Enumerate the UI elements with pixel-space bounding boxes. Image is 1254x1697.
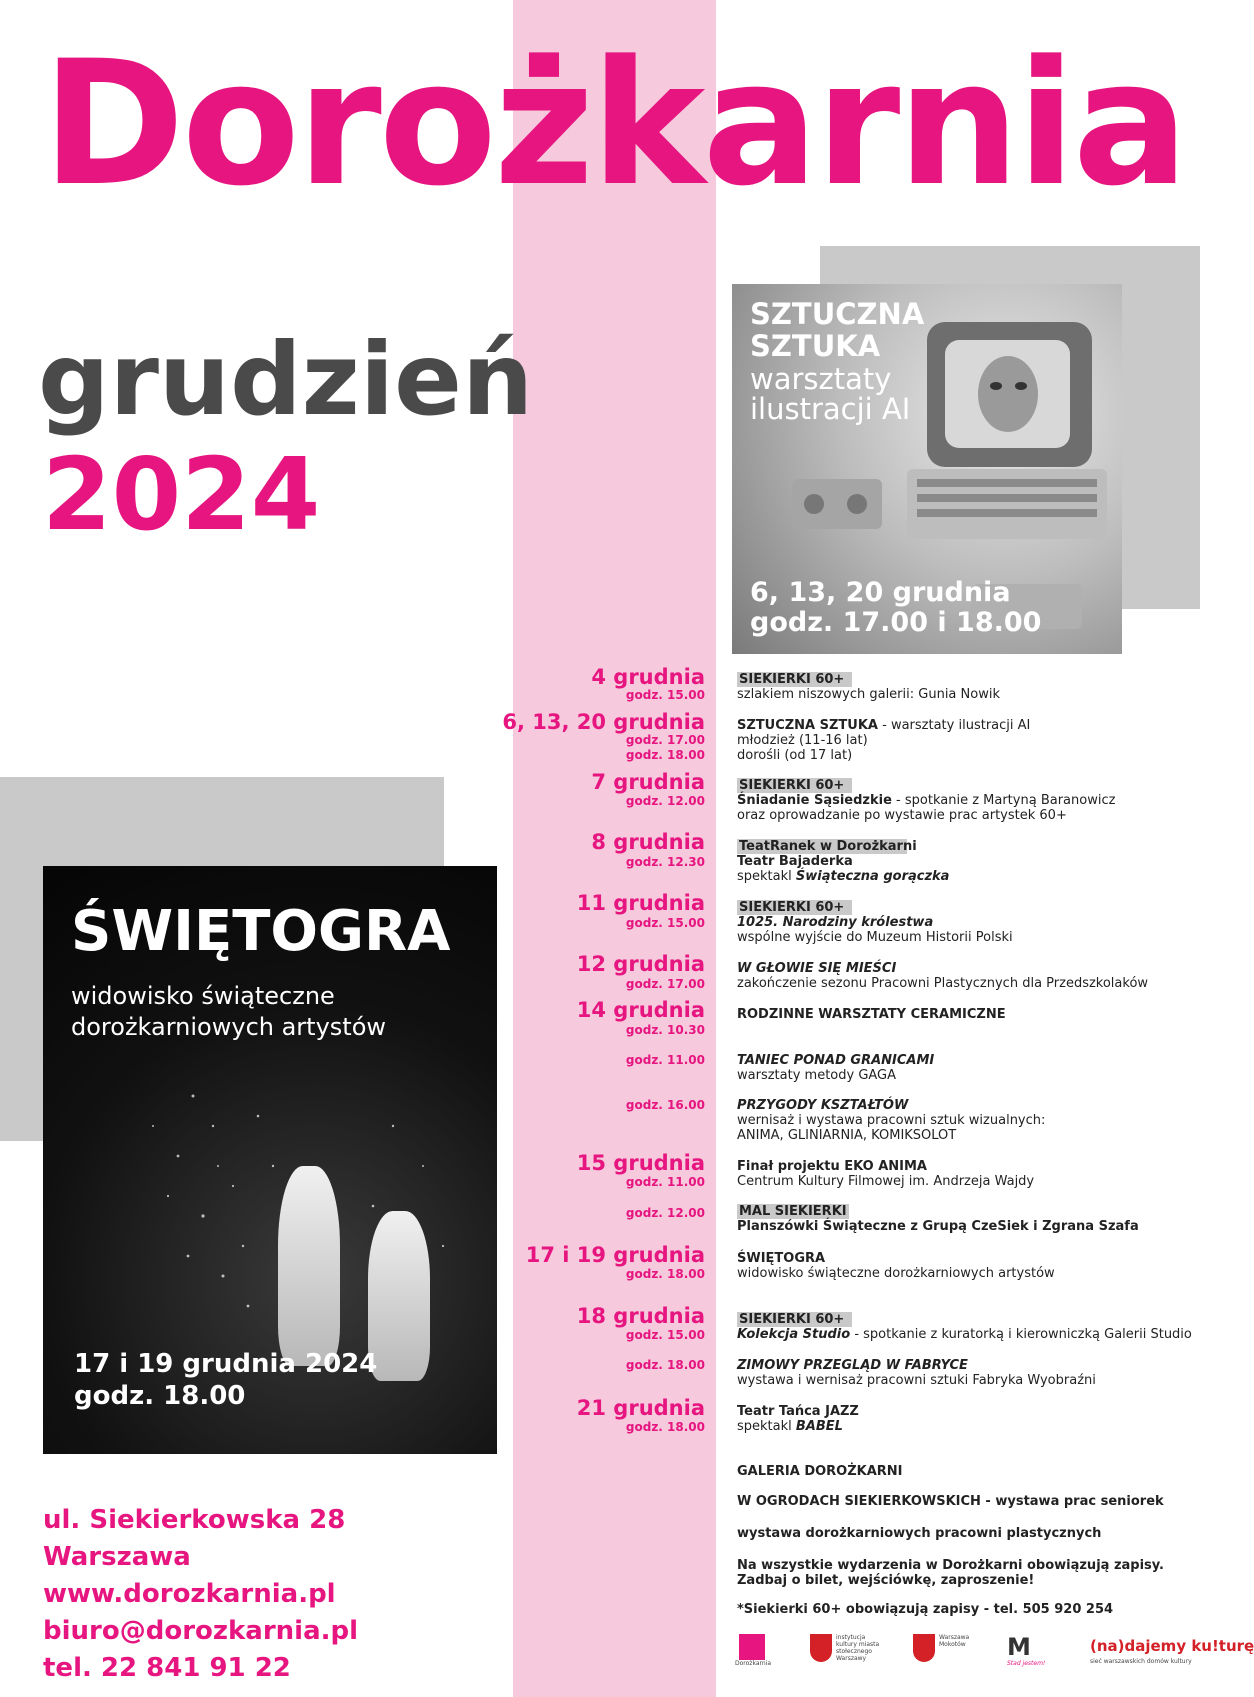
nakulture-wordmark: (na)dajemy ku!turę (1090, 1637, 1254, 1655)
mokotow-slogan: Stad jestem! (1007, 1660, 1046, 1667)
schedule-time: godz. 18.00 (625, 1420, 705, 1434)
schedule-time: godz. 11.00 (625, 1175, 705, 1189)
schedule-time: godz. 16.00 (625, 1098, 705, 1112)
schedule-time: godz. 18.00 (625, 748, 705, 762)
signup-notice (737, 1558, 1164, 1588)
event-tag: SIEKIERKI 60+ (737, 778, 852, 793)
event-title: Kolekcja Studio (737, 1327, 851, 1342)
promo-ai-title-line2: SZTUKA (750, 329, 881, 363)
schedule-date: 15 grudnia (576, 1151, 705, 1175)
schedule-date: 11 grudnia (576, 891, 705, 915)
event-title: TANIEC PONAD GRANICAMI (737, 1053, 935, 1068)
event-line-italic: BABEL (795, 1419, 843, 1434)
schedule-date: 17 i 19 grudnia (525, 1243, 705, 1267)
schedule-time: godz. 17.00 (625, 733, 705, 747)
schedule-time: godz. 15.00 (625, 916, 705, 930)
event-line: ANIMA, GLINIARNIA, KOMIKSOLOT (737, 1128, 957, 1143)
schedule-date: 14 grudnia (576, 998, 705, 1022)
schedule-event (737, 1312, 1192, 1342)
event-title: Teatr Tańca JAZZ (737, 1404, 859, 1419)
event-title: ZIMOWY PRZEGLĄD W FABRYCE (737, 1358, 968, 1373)
event-title: Finał projektu EKO ANIMA (737, 1159, 927, 1174)
event-line: spektakl (737, 869, 796, 884)
promo-swietogra-date-line: 17 i 19 grudnia 2024 (74, 1349, 378, 1379)
contact-email-link[interactable]: biuro@dorozkarnia.pl (43, 1616, 359, 1646)
schedule-date: 4 grudnia (591, 665, 705, 689)
schedule-event (737, 961, 1148, 991)
nakulture-logo (1090, 1634, 1254, 1684)
schedule-time: godz. 15.00 (625, 688, 705, 702)
promo-ai-subtitle-line2: ilustracji AI (750, 392, 911, 426)
event-line: warsztaty metody GAGA (737, 1068, 897, 1083)
event-line: zakończenie sezonu Pracowni Plastycznych dla Przedszkolaków (737, 976, 1149, 991)
schedule-event (737, 1098, 1045, 1143)
schedule-date: 8 grudnia (591, 830, 705, 854)
dancer-figure-left (278, 1166, 340, 1366)
gallery-seniors-exhibition: W OGRODACH SIEKIERKOWSKICH - wystawa prac seniorek (737, 1494, 1164, 1509)
event-line: dorośli (od 17 lat) (737, 748, 853, 763)
event-title-rest: - spotkanie z kuratorką i kierowniczką Galerii Studio (850, 1327, 1192, 1342)
schedule-event (737, 1159, 1034, 1189)
schedule-time: godz. 11.00 (625, 1053, 705, 1067)
schedule-date: 21 grudnia (576, 1396, 705, 1420)
promo-ai-subtitle-line1: warsztaty (750, 362, 892, 396)
event-title-rest: - warsztaty ilustracji AI (878, 718, 1031, 733)
event-tag: SIEKIERKI 60+ (737, 672, 852, 687)
schedule-date: 12 grudnia (576, 952, 705, 976)
contact-website-link[interactable]: www.dorozkarnia.pl (43, 1579, 336, 1609)
schedule-event (737, 900, 1013, 945)
promo-ai-date-line: 6, 13, 20 grudnia (750, 577, 1011, 608)
signup-notice-line2: Zadbaj o bilet, wejściówkę, zaproszenie! (737, 1573, 1035, 1588)
year-heading: 2024 (42, 436, 321, 553)
schedule-event (737, 1053, 934, 1083)
promo-ai-title-line1: SZTUCZNA (750, 297, 925, 331)
mokotow-m-icon: M (1007, 1633, 1031, 1661)
warszawa-mokotow-logo (913, 1634, 973, 1684)
promo-swietogra-time-line: godz. 18.00 (74, 1381, 246, 1411)
schedule-time: godz. 10.30 (625, 1023, 705, 1037)
schedule-event (737, 1007, 1006, 1022)
contact-street: ul. Siekierkowska 28 (43, 1505, 346, 1535)
schedule-time: godz. 18.00 (625, 1267, 705, 1281)
event-line: młodzież (11-16 lat) (737, 733, 868, 748)
schedule-event (737, 1204, 1139, 1234)
signup-notice-line1: Na wszystkie wydarzenia w Dorożkarni obowiązują zapisy. (737, 1558, 1165, 1573)
event-line-italic: Świąteczna gorączka (795, 869, 950, 884)
event-tag: TeatRanek w Dorożkarni (739, 839, 917, 854)
promo-ai-subtitle (750, 364, 910, 424)
promo-swietogra (43, 866, 497, 1454)
schedule-event (737, 1251, 1055, 1281)
page-title: Dorożkarnia (42, 23, 1186, 224)
dorozkarnia-logo-caption: Dorożkarnia (735, 1660, 771, 1667)
schedule-time: godz. 17.00 (625, 977, 705, 991)
event-title: W GŁOWIE SIĘ MIEŚCI (737, 961, 897, 976)
contact-phone: tel. 22 841 91 22 (43, 1653, 291, 1683)
schedule-time: godz. 15.00 (625, 1328, 705, 1342)
event-line: wspólne wyjście do Muzeum Historii Polski (737, 930, 1013, 945)
partner-logos (735, 1633, 1254, 1689)
promo-ai-time-line: godz. 17.00 i 18.00 (750, 607, 1042, 638)
promo-ai-dates (750, 578, 1041, 638)
event-tag: MAL SIEKIERKI (737, 1204, 849, 1219)
schedule-date: 6, 13, 20 grudnia (502, 710, 705, 734)
event-line: wernisaż i wystawa pracowni sztuk wizualnych: (737, 1113, 1046, 1128)
contact-city: Warszawa (43, 1542, 191, 1572)
contact-block (43, 1502, 358, 1687)
event-title-rest: - spotkanie z Martyną Baranowicz (891, 793, 1116, 808)
promo-swietogra-title: ŚWIĘTOGRA (71, 899, 451, 964)
event-title: RODZINNE WARSZTATY CERAMICZNE (737, 1007, 1006, 1022)
nakulture-caption: sieć warszawskich domów kultury (1090, 1658, 1192, 1665)
event-title: SZTUCZNA SZTUKA (737, 718, 878, 733)
event-line: widowisko świąteczne dorożkarniowych artystów (737, 1266, 1055, 1281)
event-line: oraz oprowadzanie po wystawie prac artystek 60+ (737, 808, 1067, 823)
schedule-event (737, 1404, 859, 1434)
event-line: Centrum Kultury Filmowej im. Andrzeja Wajdy (737, 1174, 1035, 1189)
schedule-event (737, 839, 949, 884)
mokotow-miejsce-logo (1007, 1634, 1065, 1684)
promo-swietogra-subtitle-line2: dorożkarniowych artystów (71, 1013, 387, 1041)
schedule-time: godz. 18.00 (625, 1358, 705, 1372)
mokotow-crest-icon (913, 1634, 935, 1662)
warszawa-mokotow-caption: Warszawa Mokotów (939, 1634, 970, 1648)
schedule-date: 7 grudnia (591, 770, 705, 794)
seniors-signup-note: *Siekierki 60+ obowiązują zapisy - tel. 505 920 254 (737, 1602, 1114, 1617)
promo-sztuczna-sztuka (732, 284, 1122, 654)
event-line: wystawa i wernisaż pracowni sztuki Fabryka Wyobraźni (737, 1373, 1096, 1388)
promo-swietogra-dates (74, 1348, 377, 1412)
event-title: ŚWIĘTOGRA (737, 1251, 826, 1266)
schedule-time: godz. 12.00 (625, 1206, 705, 1220)
gallery-heading: GALERIA DOROŻKARNI (737, 1464, 903, 1479)
schedule-time: godz. 12.30 (625, 855, 705, 869)
dorozkarnia-mark-icon (739, 1634, 765, 1660)
dorozkarnia-logo (735, 1634, 775, 1684)
schedule-event (737, 672, 1000, 702)
gallery-workshops-exhibition: wystawa dorożkarniowych pracowni plastycznych (737, 1526, 1102, 1541)
schedule-event (737, 718, 1030, 763)
event-tag: SIEKIERKI 60+ (737, 1312, 852, 1327)
promo-swietogra-subtitle (71, 981, 386, 1043)
event-title: 1025. Narodziny królestwa (737, 915, 934, 930)
warsaw-crest-icon (810, 1634, 832, 1662)
event-title: Teatr Bajaderka (737, 854, 853, 869)
month-heading: grudzień (38, 321, 534, 438)
event-title: PRZYGODY KSZTAŁTÓW (737, 1098, 909, 1113)
schedule-time: godz. 12.00 (625, 794, 705, 808)
promo-swietogra-subtitle-line1: widowisko świąteczne (71, 982, 335, 1010)
promo-ai-title (750, 298, 924, 362)
event-tag: SIEKIERKI 60+ (737, 900, 852, 915)
event-title: Śniadanie Sąsiedzkie (737, 793, 892, 808)
schedule-event (737, 1358, 1096, 1388)
warsaw-institution-caption: instytucja kultury miasta stołecznego Warszawy (836, 1634, 880, 1662)
event-line: spektakl (737, 1419, 796, 1434)
event-title: Planszówki Świąteczne z Grupą CzeSiek i Zgrana Szafa (737, 1219, 1139, 1234)
schedule-date: 18 grudnia (576, 1304, 705, 1328)
schedule-event (737, 778, 1115, 823)
event-line: szlakiem niszowych galerii: Gunia Nowik (737, 687, 1000, 702)
warsaw-institution-logo (810, 1634, 880, 1684)
